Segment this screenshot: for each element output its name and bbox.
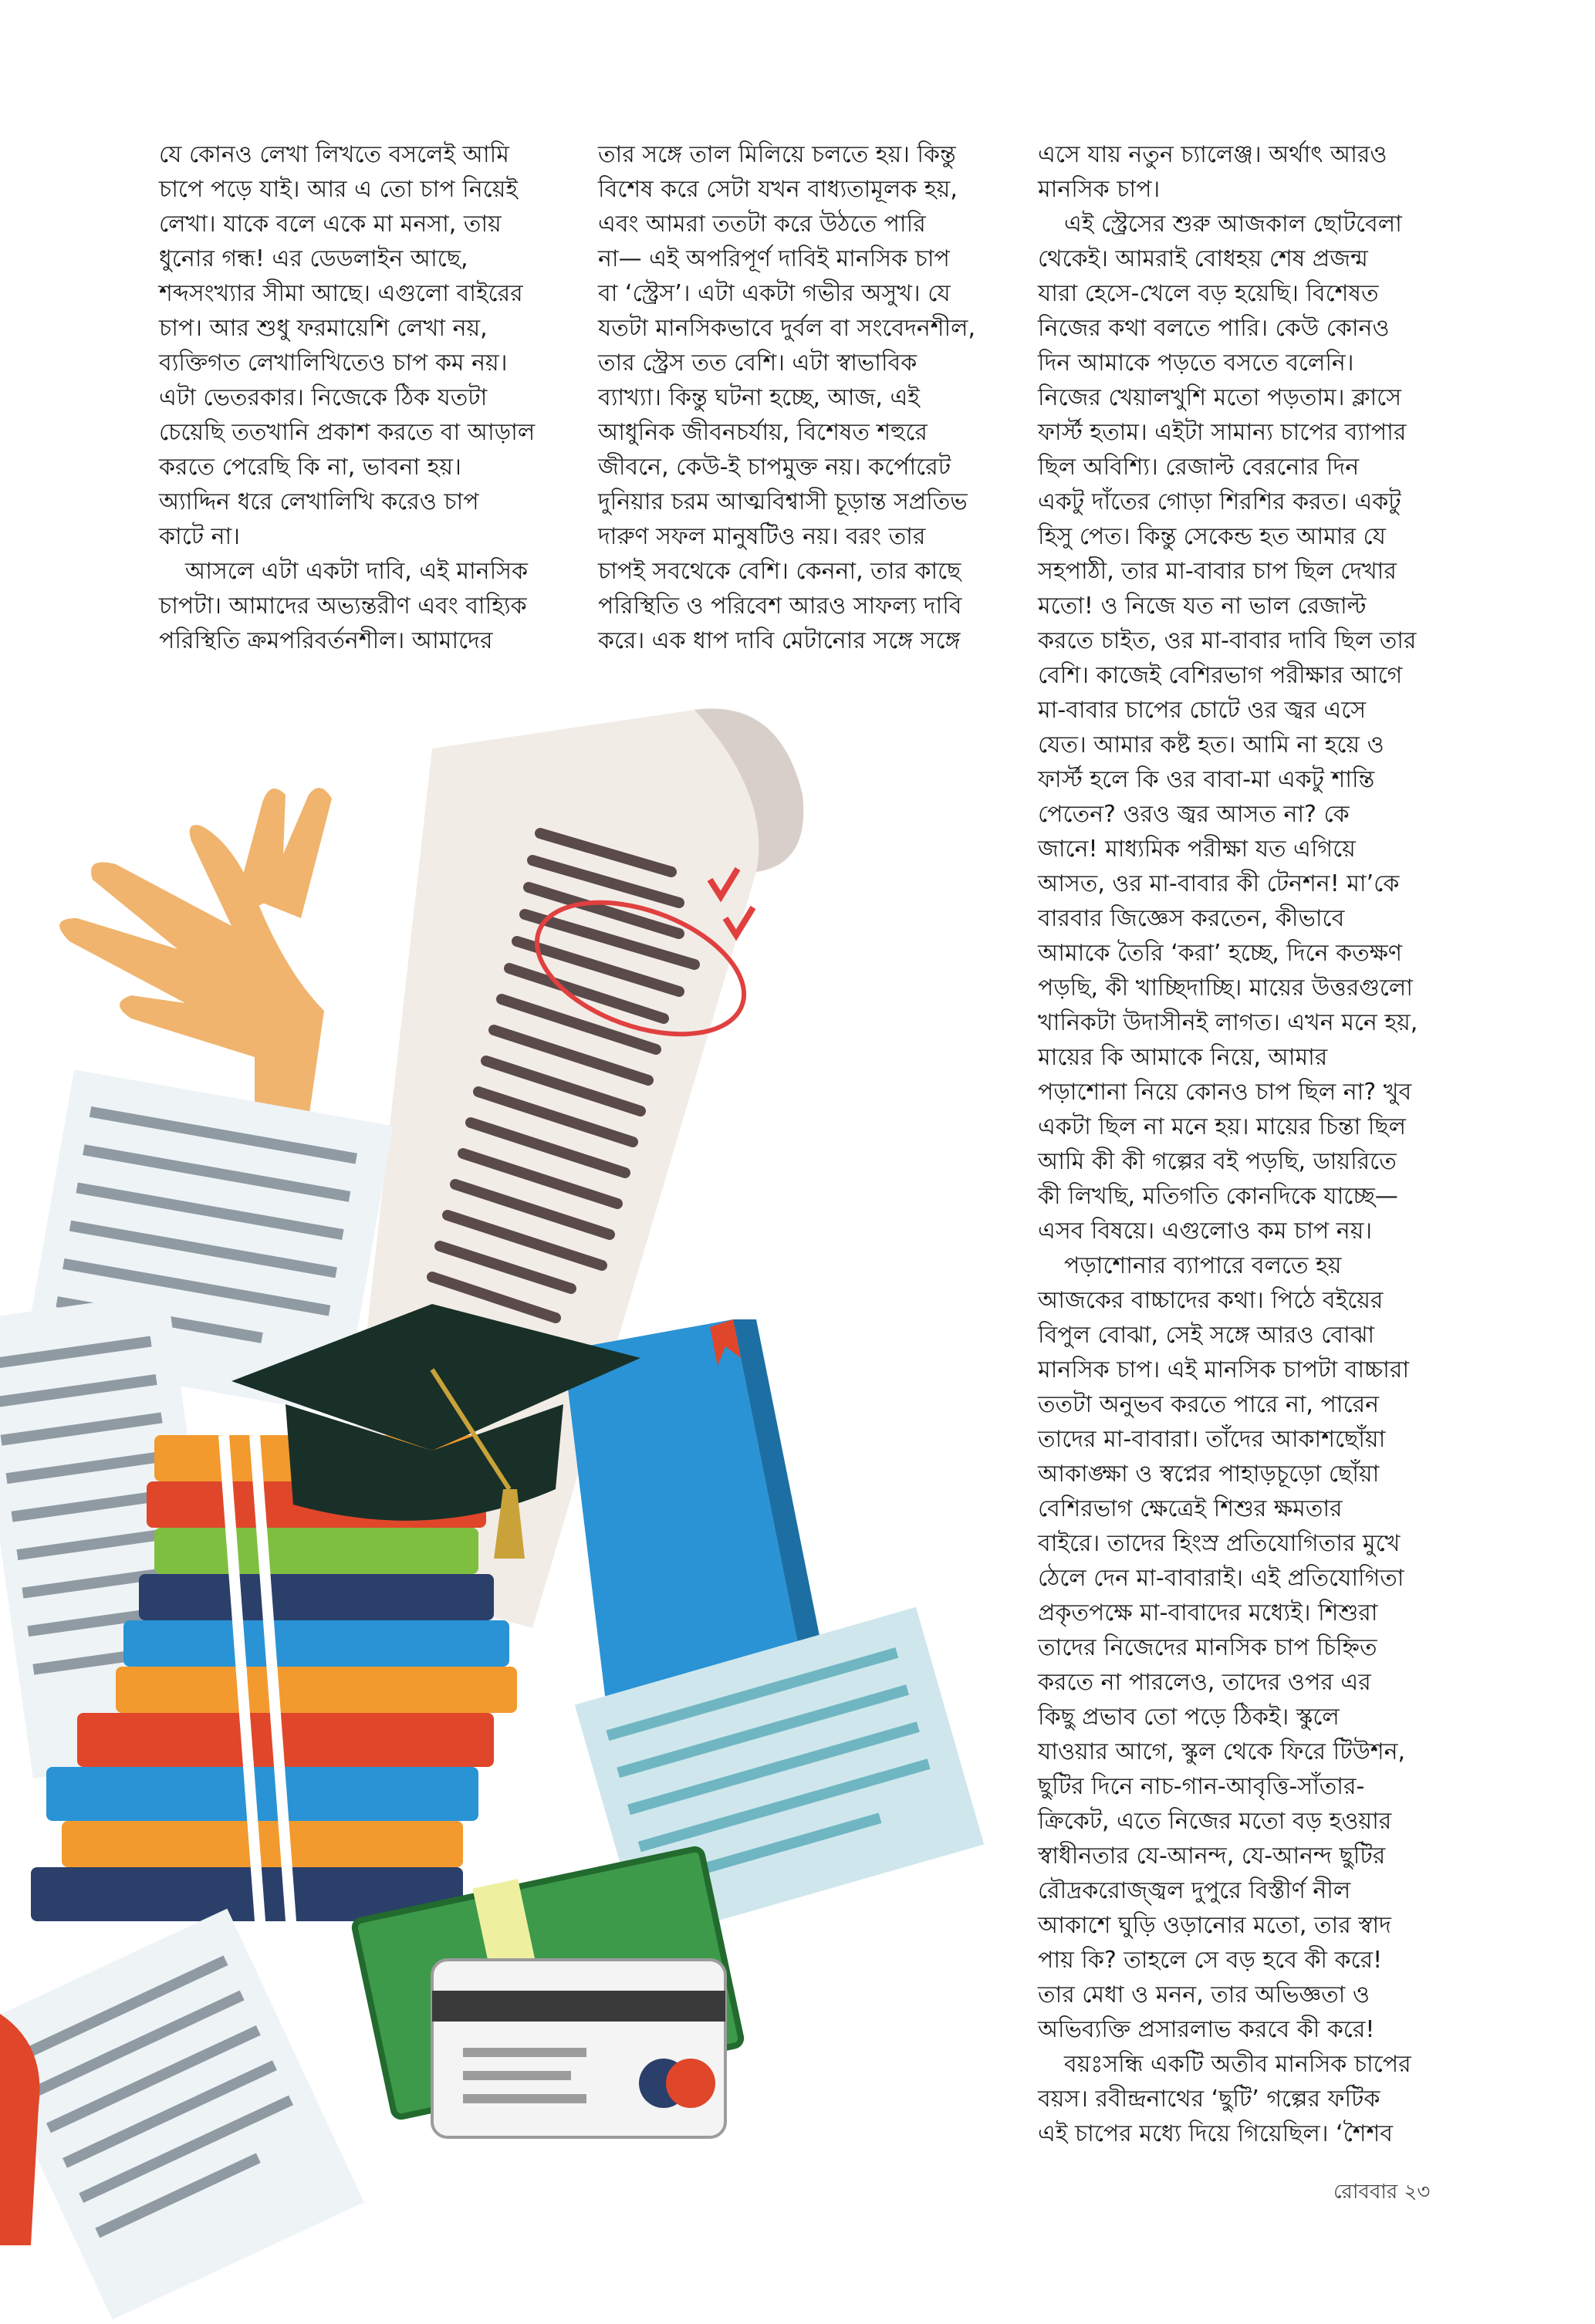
text-line: যারা হেসে-খেলে বড় হয়েছি। বিশেষত [1038, 280, 1379, 307]
text-line: এটা ভেতরকার। নিজেকে ঠিক যতটা [159, 384, 488, 411]
text-line: স্বাধীনতার যে-আনন্দ, যে-আনন্দ ছুটির [1038, 1843, 1386, 1870]
text-line: তার সঙ্গে তাল মিলিয়ে চলতে হয়। কিন্তু [598, 141, 956, 168]
text-line: আমি কী কী গল্পের বই পড়ছি, ডায়রিতে [1038, 1148, 1397, 1175]
text-line: নিজের খেয়ালখুশি মতো পড়তাম। ক্লাসে [1038, 384, 1402, 411]
text-line: তাদের নিজেদের মানসিক চাপ চিহ্নিত [1038, 1634, 1377, 1661]
text-line: একটু দাঁতের গোড়া শিরশির করত। একটু [1038, 488, 1401, 515]
documents-icon [0, 1909, 364, 2320]
text-line: বেশি। কাজেই বেশিরভাগ পরীক্ষার আগে [1038, 662, 1403, 689]
text-line: থেকেই। আমরাই বোধহয় শেষ প্রজন্ম [1038, 245, 1368, 272]
text-line: একটা ছিল না মনে হয়। মায়ের চিন্তা ছিল [1038, 1113, 1406, 1140]
text-line: যতটা মানসিকভাবে দুর্বল বা সংবেদনশীল, [598, 315, 976, 342]
text-line: কিছু প্রভাব তো পড়ে ঠিকই। স্কুলে [1038, 1704, 1340, 1731]
text-line: যে কোনও লেখা লিখতে বসলেই আমি [159, 141, 509, 168]
text-line: তার মেধা ও মনন, তার অভিজ্ঞতা ও [1038, 1981, 1370, 2008]
text-line: চাপ। আর শুধু ফরমায়েশি লেখা নয়, [159, 315, 488, 342]
text-line: ফার্স্ট হলে কি ওর বাবা-মা একটু শান্তি [1038, 766, 1375, 793]
text-line: বেশিরভাগ ক্ষেত্রেই শিশুর ক্ষমতার [1038, 1495, 1343, 1522]
text-line: বয়স। রবীন্দ্রনাথের ‘ছুটি’ গল্পের ফটিক [1038, 2086, 1380, 2113]
text-line: ঠেলে দেন মা-বাবারাই। এই প্রতিযোগিতা [1038, 1565, 1404, 1592]
text-line: ধুনোর গন্ধ! এর ডেডলাইন আছে, [159, 245, 468, 272]
text-line: মতো! ও নিজে যত না ভাল রেজাল্ট [1038, 593, 1367, 620]
text-line: এই চাপের মধ্যে দিয়ে গিয়েছিল। ‘শৈশব [1038, 2120, 1393, 2147]
text-line: নিজের কথা বলতে পারি। কেউ কোনও [1038, 315, 1390, 342]
text-line: ছিল অবিশ্যি। রেজাল্ট বেরনোর দিন [1038, 454, 1360, 481]
text-line: করে। এক ধাপ দাবি মেটানোর সঙ্গে সঙ্গে [598, 627, 961, 654]
text-line: করতে চাইত, ওর মা-বাবার দাবি ছিল তার [1038, 627, 1417, 654]
text-line: পায় কি? তাহলে সে বড় হবে কী করে! [1038, 1947, 1383, 1974]
text-line: প্রকৃতপক্ষে মা-বাবাদের মধ্যেই। শিশুরা [1038, 1599, 1378, 1626]
text-line: কী লিখছি, মতিগতি কোনদিকে যাচ্ছে— [1038, 1183, 1398, 1210]
text-line: এই স্ট্রেসের শুরু আজকাল ছোটবেলা [1064, 211, 1402, 238]
text-line: জীবনে, কেউ-ই চাপমুক্ত নয়। কর্পোরেট [598, 454, 951, 481]
text-line: আধুনিক জীবনচর্যায়, বিশেষত শহুরে [598, 419, 928, 446]
text-line: হিসু পেত। কিন্তু সেকেন্ড হত আমার যে [1038, 523, 1386, 550]
text-line: ফার্স্ট হতাম। এইটা সামান্য চাপের ব্যাপার [1038, 419, 1407, 446]
text-line: ব্যক্তিগত লেখালিখিতেও চাপ কম নয়। [159, 350, 508, 377]
text-line: মানসিক চাপ। [1038, 176, 1161, 203]
text-line: করতে না পারলেও, তাদের ওপর এর [1038, 1669, 1371, 1696]
text-line: আসলে এটা একটা দাবি, এই মানসিক [185, 558, 528, 585]
text-line: আকাঙ্ক্ষা ও স্বপ্নের পাহাড়চূড়ো ছোঁয়া [1038, 1461, 1380, 1488]
text-line: বিশেষ করে সেটা যখন বাধ্যতামূলক হয়, [598, 176, 958, 203]
text-line: আসত, ওর মা-বাবার কী টেনশন! মা’কে [1038, 870, 1400, 897]
text-line: এসব বিষয়ে। এগুলোও কম চাপ নয়। [1038, 1218, 1373, 1245]
text-line: মায়ের কি আমাকে নিয়ে, আমার [1038, 1044, 1328, 1071]
text-line: খানিকটা উদাসীনই লাগত। এখন মনে হয়, [1038, 1009, 1418, 1036]
text-line: পড়াশোনার ব্যাপারে বলতে হয় [1064, 1252, 1342, 1279]
text-line: কাটে না। [159, 523, 240, 550]
text-line: ছুটির দিনে নাচ-গান-আবৃত্তি-সাঁতার- [1038, 1773, 1365, 1800]
text-line: পরিস্থিতি ও পরিবেশ আরও সাফল্য দাবি [598, 593, 962, 620]
text-line: বা ‘স্ট্রেস’। এটা একটা গভীর অসুখ। যে [598, 280, 951, 307]
text-line: মানসিক চাপ। এই মানসিক চাপটা বাচ্চারা [1038, 1356, 1410, 1383]
stress-illustration [0, 640, 1026, 2324]
text-line: বারবার জিজ্ঞেস করতেন, কীভাবে [1038, 905, 1345, 932]
text-line: না— এই অপরিপূর্ণ দাবিই মানসিক চাপ [598, 245, 950, 272]
text-line: ব্যাখ্যা। কিন্তু ঘটনা হচ্ছে, আজ, এই [598, 384, 920, 411]
text-line: পড়াশোনা নিয়ে কোনও চাপ ছিল না? খুব [1038, 1079, 1412, 1106]
text-line: আকাশে ঘুড়ি ওড়ানোর মতো, তার স্বাদ [1038, 1912, 1391, 1939]
text-line: বিপুল বোঝা, সেই সঙ্গে আরও বোঝা [1038, 1322, 1375, 1349]
text-line: পড়ছি, কী খাচ্ছিদাচ্ছি। মায়ের উত্তরগুলো [1038, 975, 1413, 1002]
text-line: মা-বাবার চাপের চোটে ওর জ্বর এসে [1038, 697, 1367, 724]
text-line: অভিব্যক্তি প্রসারলাভ করবে কী করে! [1038, 2016, 1375, 2043]
text-line: অ্যাদ্দিন ধরে লেখালিখি করেও চাপ [159, 488, 479, 515]
text-line: ততটা অনুভব করতে পারে না, পারেন [1038, 1391, 1380, 1418]
text-line: লেখা। যাকে বলে একে মা মনসা, তায় [159, 211, 502, 238]
text-line: দুনিয়ার চরম আত্মবিশ্বাসী চূড়ান্ত সপ্রতিভ [598, 488, 968, 515]
text-line: বাইরে। তাদের হিংস্র প্রতিযোগিতার মুখে [1038, 1530, 1401, 1557]
text-line: দিন আমাকে পড়তে বসতে বলেনি। [1038, 350, 1354, 377]
text-line: ক্রিকেট, এতে নিজের মতো বড় হওয়ার [1038, 1808, 1392, 1835]
text-column-2 [598, 137, 1007, 658]
text-line: সহপাঠী, তার মা-বাবার চাপ ছিল দেখার [1038, 558, 1397, 585]
text-column-1 [159, 137, 560, 658]
text-line: চাপে পড়ে যাই। আর এ তো চাপ নিয়েই [159, 176, 518, 203]
text-line: তার স্ট্রেস তত বেশি। এটা স্বাভাবিক [598, 350, 917, 377]
text-line: আজকের বাচ্চাদের কথা। পিঠে বইয়ের [1038, 1287, 1384, 1314]
text-line: চেয়েছি ততখানি প্রকাশ করতে বা আড়াল [159, 419, 536, 446]
text-line: বয়ঃসন্ধি একটি অতীব মানসিক চাপের [1064, 2051, 1411, 2078]
text-column-3 [1038, 137, 1470, 2151]
text-line: যাওয়ার আগে, স্কুল থেকে ফিরে টিউশন, [1038, 1738, 1406, 1765]
text-line: চাপটা। আমাদের অভ্যন্তরীণ এবং বাহ্যিক [159, 593, 527, 620]
text-line: রৌদ্রকরোজ্জ্বল দুপুরে বিস্তীর্ণ নীল [1038, 1877, 1351, 1904]
text-line: পরিস্থিতি ক্রমপরিবর্তনশীল। আমাদের [159, 627, 493, 654]
text-line: চাপই সবথেকে বেশি। কেননা, তার কাছে [598, 558, 961, 585]
credit-card-icon [432, 1960, 725, 2137]
page-folio: রোববার ২৩ [1333, 2180, 1431, 2204]
text-line: জানে! মাধ্যমিক পরীক্ষা যত এগিয়ে [1038, 836, 1356, 863]
text-line: পেতেন? ওরও জ্বর আসত না? কে [1038, 801, 1350, 828]
text-line: আমাকে তৈরি ‘করা’ হচ্ছে, দিনে কতক্ষণ [1038, 940, 1403, 967]
text-line: করতে পেরেছি কি না, ভাবনা হয়। [159, 454, 461, 481]
text-line: যেত। আমার কষ্ট হত। আমি না হয়ে ও [1038, 731, 1384, 758]
text-line: এসে যায় নতুন চ্যালেঞ্জ। অর্থাৎ আরও [1038, 141, 1387, 168]
text-line: দারুণ সফল মানুষটিও নয়। বরং তার [598, 523, 926, 550]
text-line: তাদের মা-বাবারা। তাঁদের আকাশছোঁয়া [1038, 1426, 1386, 1453]
text-line: শব্দসংখ্যার সীমা আছে। এগুলো বাইরের [159, 280, 523, 307]
text-line: এবং আমরা ততটা করে উঠতে পারি [598, 211, 926, 238]
